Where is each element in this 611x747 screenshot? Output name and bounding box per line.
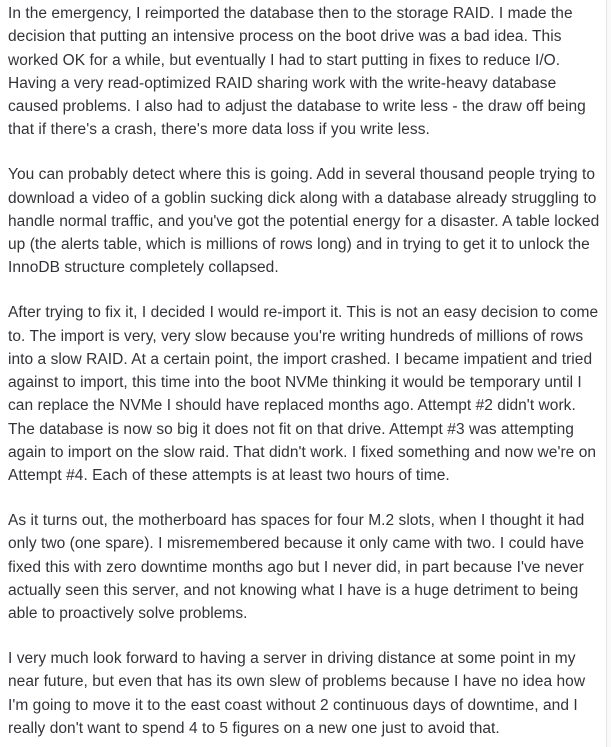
scrollbar-track bbox=[606, 0, 611, 747]
paragraph: As it turns out, the motherboard has spaces for four M.2 slots, when I thought it had only two (one spare). I misremembered because it only came with two. I could have fixed this with zero downtime months ago but I never did, in part because I've never actually seen this server, and not knowing what I have is a huge detriment to being able to proactively solve problems. bbox=[8, 512, 585, 623]
paragraph: I very much look forward to having a server in driving distance at some point in my near future, but even that has its own slew of problems because I have no idea how I'm going to move it to the east coast without 2 continuous days of downtime, and I really don't want to spend 4 to 5 figures on a new one just to avoid that. bbox=[8, 650, 586, 738]
paragraph: In the emergency, I reimported the database then to the storage RAID. I made the decision that putting an intensive process on the boot drive was a bad idea. This worked OK for a while, but eventually I had to start putting in fixes to reduce I/O. Having a very read-optimized RAID sharing work with the write-heavy database caused problems. I also had to adjust the database to write less - the draw off being that if there's a crash, there's more data loss if you write less. bbox=[8, 5, 586, 139]
paragraph: After trying to fix it, I decided I would re-import it. This is not an easy decision to come to. The import is very, very slow because you're writing hundreds of millions of rows into a slow RAID. At a certain point, the import crashed. I became impatient and tried against to import, this time into the boot NVMe thinking it would be temporary until I can replace the NVMe I should have replaced months ago. Attempt #2 didn't work. The database is now so big it does not fit on that drive. Attempt #3 was attempting again to import on the slow raid. That didn't work. I fixed something and now we're on Attempt #4. Each of these attempts is at least two hours of time. bbox=[8, 304, 599, 485]
paragraph: You can probably detect where this is going. Add in several thousand people trying to download a video of a goblin sucking dick along with a database already struggling to handle normal traffic, and you've got the potential energy for a disaster. A table locked up (the alerts table, which is millions of rows long) and in trying to get it to unlock the InnoDB structure completely collapsed. bbox=[8, 166, 600, 277]
